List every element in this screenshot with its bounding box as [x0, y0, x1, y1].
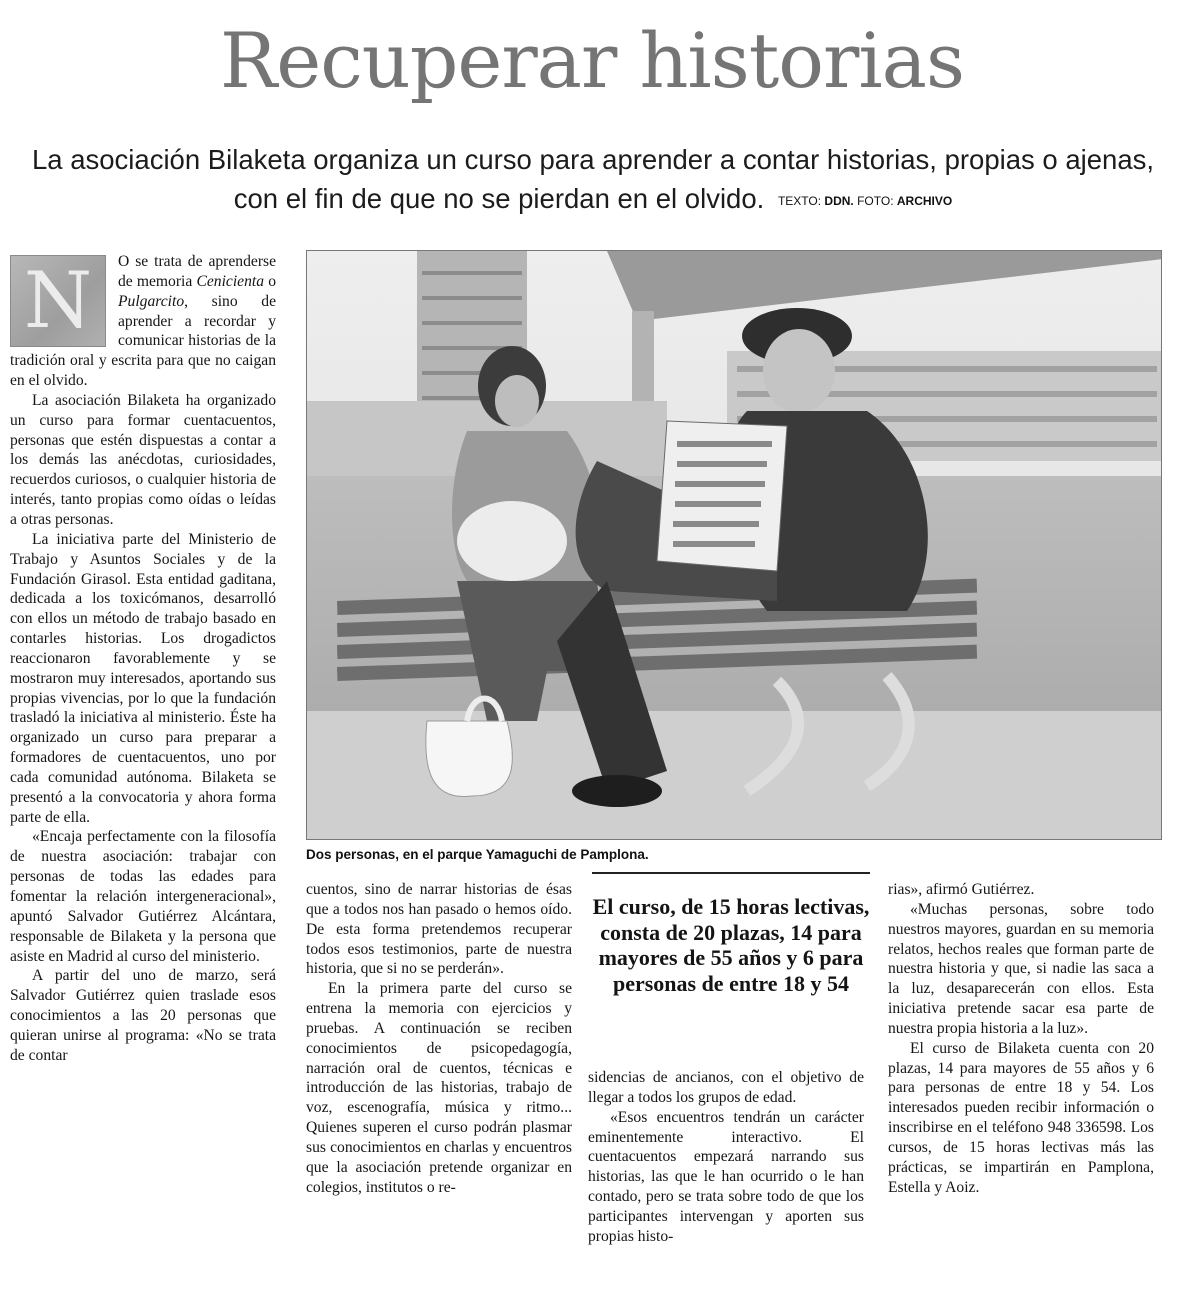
intro-text-a: O se trata de aprenderse de memoria: [118, 253, 276, 290]
column-3: [588, 1068, 864, 1247]
paragraph: El curso de Bilaketa cuenta con 20 plazas, 14 para mayores de 55 años y 6 para personas de entre 18 y 54. Los interesados pueden recibir información o inscribirse en el teléfono 948 336598. Los cursos, de 15 horas lectivas más las prácticas, se impartirán en Pamplona, Estella y Aoiz.: [888, 1039, 1154, 1196]
paragraph: «Muchas personas, sobre todo nuestros mayores, guardan en su memoria relatos, hechos reales que forman parte de nuestra historia y que, si nadie las saca a la luz, desaparecerán con ellos. Esta iniciativa pretende sacar esa parte de nuestra propia historia a la luz».: [888, 900, 1154, 1037]
title-pulgarcito: Pulgarcito: [118, 292, 185, 310]
paragraph: cuentos, sino de narrar historias de ésas que a todos nos han pasado o hemos oído. De esta forma pretendemos recuperar todos esos testimonios, parte de nuestra historia, que si no se perderán».: [306, 881, 572, 978]
paragraph: «Esos encuentros tendrán un carácter eminentemente interactivo. El cuentacuentos empezará narrando sus historias, las que le han ocurrido o le han contado, pero se trata sobre todo de que los participantes intervengan y aporten sus propias histo-: [588, 1108, 864, 1245]
credit-text-value: DDN.: [824, 194, 854, 208]
paragraph: sidencias de ancianos, con el objetivo de llegar a todos los grupos de edad.: [588, 1069, 864, 1106]
paragraph: La iniciativa parte del Ministerio de Trabajo y Asuntos Sociales y de la Fundación Girasol. Esta entidad gaditana, dedicada a los toxicómanos, desarrolló con ellos un método de trabajo basado en contarles historias. Los drogadictos reaccionaron favorablemente y se mostraron muy interesados, aportando sus propias vivencias, por lo que la fundación trasladó la iniciativa al ministerio. Éste ha organizado un curso para preparar a formadores de cuentacuentos, uno por cada comunidad autónoma. Bilaketa se presentó a la convocatoria y ahora forma parte de ella.: [10, 530, 276, 826]
deck: [28, 140, 1158, 221]
intro-text-c: , sino de aprender a recordar y comunicar historias de la tradición oral y escrita para que no caigan en el olvido.: [10, 292, 276, 390]
intro-text-b: o: [264, 272, 276, 290]
paragraph: [10, 252, 276, 391]
column-1: [10, 252, 276, 1066]
column-4: [888, 880, 1154, 1198]
title-cenicienta: Cenicienta: [196, 272, 265, 290]
drop-cap: N: [10, 255, 106, 347]
credit-photo-label: FOTO:: [857, 194, 894, 208]
pull-quote: El curso, de 15 horas lectivas, consta de 20 plazas, 14 para mayores de 55 años y 6 para personas de entre 18 y 54: [592, 872, 870, 996]
paragraph: A partir del uno de marzo, será Salvador Gutiérrez quien traslade esos conocimientos a las 20 personas que quieran unirse al programa: «No se trata de contar: [10, 967, 276, 1064]
photo-illustration: [307, 251, 1162, 840]
paragraph: «Encaja perfectamente con la filosofía de nuestra asociación: trabajar con personas de todas las edades para fomentar la relación intergeneracional», apuntó Salvador Gutiérrez Alcántara, responsable de Bilaketa y la persona que asiste en Madrid al curso del ministerio.: [10, 828, 276, 965]
paragraph: En la primera parte del curso se entrena la memoria con ejercicios y pruebas. A continuación se reciben conocimientos de psicopedagogía, narración oral de cuentos, técnicas e introducción de las historias, trabajo de voz, escenografía, música y ritmo... Quienes superen el curso podrán plasmar sus conocimientos en charlas y encuentros que la asociación pretende organizar en colegios, institutos o re-: [306, 980, 572, 1196]
deck-text: La asociación Bilaketa organiza un curso para aprender a contar historias, propias o ajenas, con el fin de que no se pierdan en el olvido.: [31, 144, 1155, 214]
article-photo: [306, 250, 1162, 840]
headline: Recuperar historias: [220, 16, 964, 105]
credit-photo-value: ARCHIVO: [896, 194, 953, 208]
credit-text-label: TEXTO:: [777, 194, 822, 208]
column-2: [306, 880, 572, 1198]
photo-caption: Dos personas, en el parque Yamaguchi de Pamplona.: [306, 847, 649, 862]
credit-line: [778, 194, 952, 208]
paragraph: rias», afirmó Gutiérrez.: [888, 881, 1035, 898]
paragraph: La asociación Bilaketa ha organizado un curso para formar cuentacuentos, personas que estén dispuestas a contar a los demás las anécdotas, curiosidades, recuerdos curiosos, o cualquier historia de interés, tanto propias como oídas o leídas a otras personas.: [10, 391, 276, 528]
